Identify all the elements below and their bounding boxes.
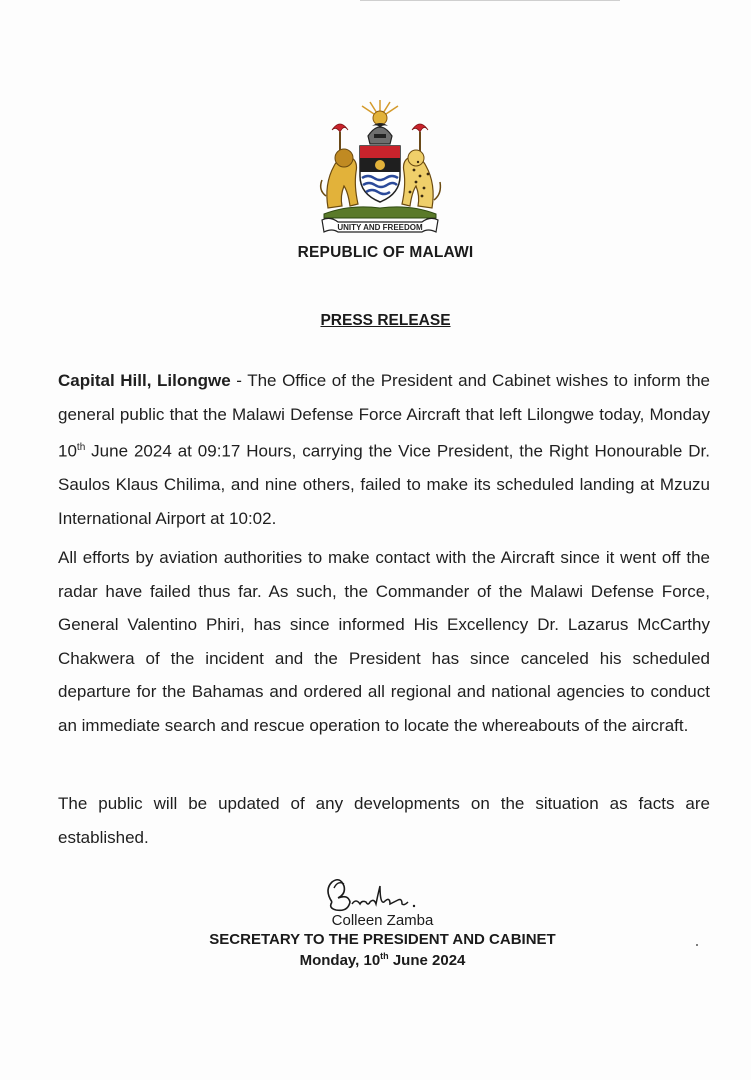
scan-speck bbox=[696, 944, 698, 946]
release-date-text-b: June 2024 bbox=[388, 952, 466, 969]
coat-of-arms-emblem bbox=[310, 96, 450, 236]
release-date-ordinal: th bbox=[380, 951, 389, 961]
paragraph-announcement-text-a: - The Office of the President and Cabinet wishes to inform the general public that the Malawi Defense Force Aircraft that left Lilongwe today, Monday 10 bbox=[58, 371, 710, 461]
paragraph-announcement bbox=[58, 364, 710, 535]
paragraph-announcement-text-b: June 2024 at 09:17 Hours, carrying the Vice President, the Right Honourable Dr. Saulos Klaus Chilima, and nine others, failed to make its scheduled landing at Mzuzu International Airport at 10:02. bbox=[58, 441, 710, 528]
motto-text: UNITY AND FREEDOM bbox=[337, 223, 423, 232]
scan-edge-line bbox=[360, 0, 620, 1]
country-heading: REPUBLIC OF MALAWI bbox=[297, 244, 474, 261]
release-date bbox=[0, 951, 751, 969]
signatory-name: Colleen Zamba bbox=[331, 912, 434, 929]
ordinal-suffix: th bbox=[76, 442, 86, 453]
paragraph-efforts: All efforts by aviation authorities to make contact with the Aircraft since it went off the radar have failed thus far. As such, the Commander of the Malawi Defense Force, General Valentino Phiri, has since informed His Excellency Dr. Lazarus McCarthy Chakwera of the incident and the President has since canceled his scheduled departure for the Bahamas and ordered all regional and national agencies to conduct an immediate search and rescue operation to locate the whereabouts of the aircraft. bbox=[58, 548, 710, 735]
release-date-text-a: Monday, 10 bbox=[299, 952, 381, 969]
signatory-title: SECRETARY TO THE PRESIDENT AND CABINET bbox=[209, 931, 556, 948]
dateline: Capital Hill, Lilongwe bbox=[58, 371, 231, 390]
paragraph-updates: The public will be updated of any developments on the situation as facts are established. bbox=[58, 794, 710, 847]
document-title: PRESS RELEASE bbox=[320, 312, 451, 329]
